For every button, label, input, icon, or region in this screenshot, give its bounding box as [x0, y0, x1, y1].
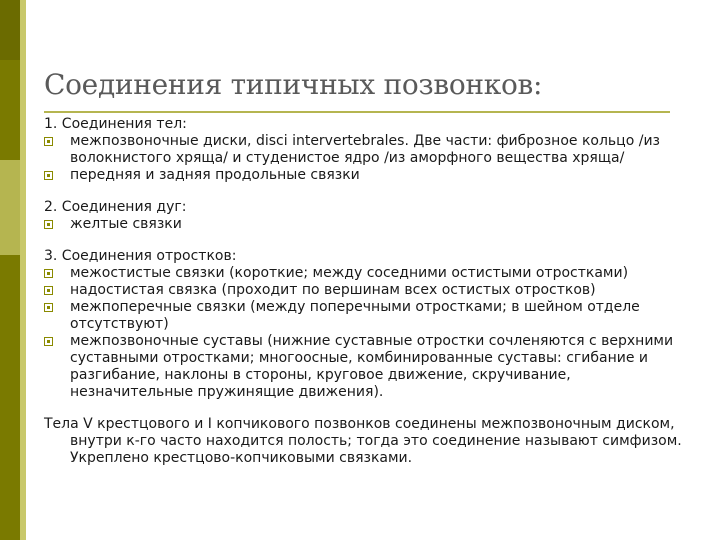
- list-item-text: межпозвоночные диски, disci intervertebrales. Две части: фиброзное кольцо /из волокнистого хряща/ и студенистое ядро /из аморфного вещества хряща/: [70, 133, 660, 166]
- left-accent-band-light: [0, 160, 20, 255]
- square-bullet-icon: [44, 337, 53, 346]
- list-item: [44, 133, 694, 167]
- closing-paragraph: Тела V крестцового и I копчикового позвонков соединены межпозвоночным диском, внутри к-го часто находится полость; тогда это соединение называют симфизом. Укреплено крестцово-копчиковыми связками.: [44, 416, 682, 466]
- section-bodies: [44, 116, 694, 184]
- left-accent-band-top: [0, 0, 20, 60]
- list-item-text: межпозвоночные суставы (нижние суставные отростки сочленяются с верхними суставными отростками; многоосные, комбинированные суставы: сгибание и разгибание, наклоны в стороны, круговое движение, скручивание, незначительные пружинящие движения).: [70, 333, 674, 400]
- list-item: [44, 265, 694, 282]
- slide-body: [44, 116, 694, 467]
- list-item-text: надостистая связка (проходит по вершинам всех остистых отростков): [70, 282, 596, 298]
- square-bullet-icon: [44, 171, 53, 180]
- list-item: [44, 216, 694, 233]
- list-item-text: желтые связки: [70, 216, 182, 232]
- square-bullet-icon: [44, 269, 53, 278]
- left-accent-band: [0, 0, 20, 540]
- title-underline: [44, 111, 670, 113]
- square-bullet-icon: [44, 303, 53, 312]
- slide-title: Соединения типичных позвонков:: [44, 68, 543, 101]
- square-bullet-icon: [44, 137, 53, 146]
- list-item-text: межпоперечные связки (между поперечными отростками; в шейном отделе отсутствуют): [70, 299, 640, 332]
- section-heading: 1. Соединения тел:: [44, 116, 187, 132]
- list-item-text: передняя и задняя продольные связки: [70, 167, 360, 183]
- left-accent-stripe: [20, 0, 26, 540]
- section-processes: [44, 248, 694, 401]
- section-arches: [44, 199, 694, 233]
- list-item-text: межостистые связки (короткие; между соседними остистыми отростками): [70, 265, 629, 281]
- section-heading: 2. Соединения дуг:: [44, 199, 187, 215]
- list-item: [44, 282, 694, 299]
- list-item: [44, 299, 694, 333]
- list-item: [44, 333, 694, 401]
- list-item: [44, 167, 694, 184]
- section-heading: 3. Соединения отростков:: [44, 248, 237, 264]
- square-bullet-icon: [44, 286, 53, 295]
- square-bullet-icon: [44, 220, 53, 229]
